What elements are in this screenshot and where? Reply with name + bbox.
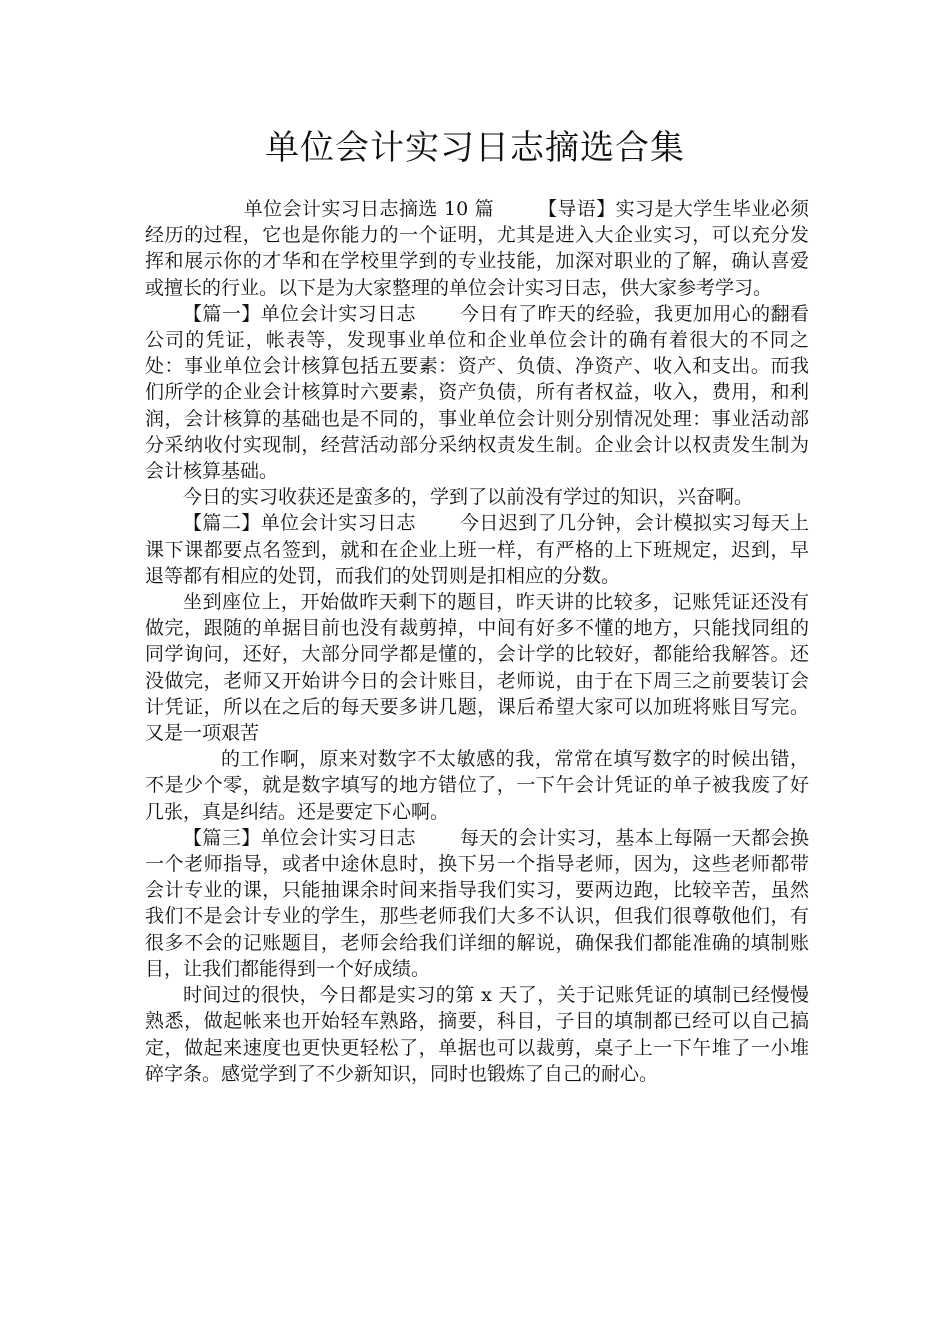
- section-2-text-1: 今日迟到了几分钟，会计模拟实习每天上课下课都要点名签到，就和在企业上班一样，有严格的上下班规定，迟到，早退等都有相应的处罚，而我们的处罚则是扣相应的分数。: [145, 512, 809, 587]
- intro-text: 【导语】实习是大学生毕业必须经历的过程，它也是你能力的一个证明，尤其是进入大企业实习，可以充分发挥和展示你的才华和在学校里学到的专业技能，加深对职业的了解，确认喜爱或擅长的行业。以下是为大家整理的单位会计实习日志，供大家参考学习。: [145, 198, 809, 299]
- section-3-paragraph-2: 时间过的很快，今日都是实习的第 x 天了，关于记账凭证的填制已经慢慢熟悉，做起帐来也开始轻车熟路，摘要，科目，子目的填制都已经可以自己搞定，做起来速度也更快更轻松了，单据也可以裁剪，桌子上一下午堆了一小堆碎字条。感觉学到了不少新知识，同时也锻炼了自己的耐心。: [145, 984, 809, 1085]
- section-1-text-1: 今日有了昨天的经验，我更加用心的翻看公司的凭证，帐表等，发现事业单位和企业单位会计的确有着很大的不同之处：事业单位会计核算包括五要素：资产、负债、净资产、收入和支出。而我们所学的企业会计核算时六要素，资产负债，所有者权益，收入，费用，和利润，会计核算的基础也是不同的，事业单位会计则分别情况处理：事业活动部分采纳收付实现制，经营活动部分采纳权责发生制。企业会计以权责发生制为会计核算基础。: [145, 302, 809, 483]
- section-3-heading: 【篇三】单位会计实习日志: [183, 826, 416, 849]
- section-3-text-1: 每天的会计实习，基本上每隔一天都会换一个老师指导，或者中途休息时，换下另一个指导老师，因为，这些老师都带会计专业的课，只能抽课余时间来指导我们实习，要两边跑，比较辛苦，虽然我们不是会计专业的学生，那些老师我们大多不认识，但我们很尊敬他们，有很多不会的记账题目，老师会给我们详细的解说，确保我们都能准确的填制账目，让我们都能得到一个好成绩。: [145, 826, 809, 980]
- intro-lead: 单位会计实习日志摘选 10 篇: [243, 198, 494, 220]
- document-body: [145, 196, 809, 1087]
- document-title: 单位会计实习日志摘选合集: [265, 128, 685, 168]
- intro-paragraph: [145, 196, 809, 301]
- section-2-paragraph-1: [145, 510, 809, 589]
- section-2-heading: 【篇二】单位会计实习日志: [183, 512, 416, 535]
- section-1-paragraph-2: 今日的实习收获还是蛮多的，学到了以前没有学过的知识，兴奋啊。: [183, 486, 754, 509]
- section-2-paragraph-2: 坐到座位上，开始做昨天剩下的题目，昨天讲的比较多，记账凭证还没有做完，跟随的单据目前也没有裁剪掉，中间有好多不懂的地方，只能找同组的同学询问，还好，大部分同学都是懂的，会计学的比较好，都能给我解答。还没做完，老师又开始讲今日的会计账目，老师说，由于在下周三之前要装订会计凭证，所以在之后的每天要多讲几题，课后希望大家可以加班将账目写完。又是一项艰苦: [145, 591, 809, 745]
- section-1-heading: 【篇一】单位会计实习日志: [183, 302, 416, 325]
- section-3-paragraph-1: [145, 825, 809, 982]
- section-1-paragraph-1: [145, 301, 809, 484]
- section-2-paragraph-3: 的工作啊，原来对数字不太敏感的我，常常在填写数字的时候出错，不是少个零，就是数字填写的地方错位了，一下午会计凭证的单子被我废了好几张，真是纠结。还是要定下心啊。: [145, 748, 809, 823]
